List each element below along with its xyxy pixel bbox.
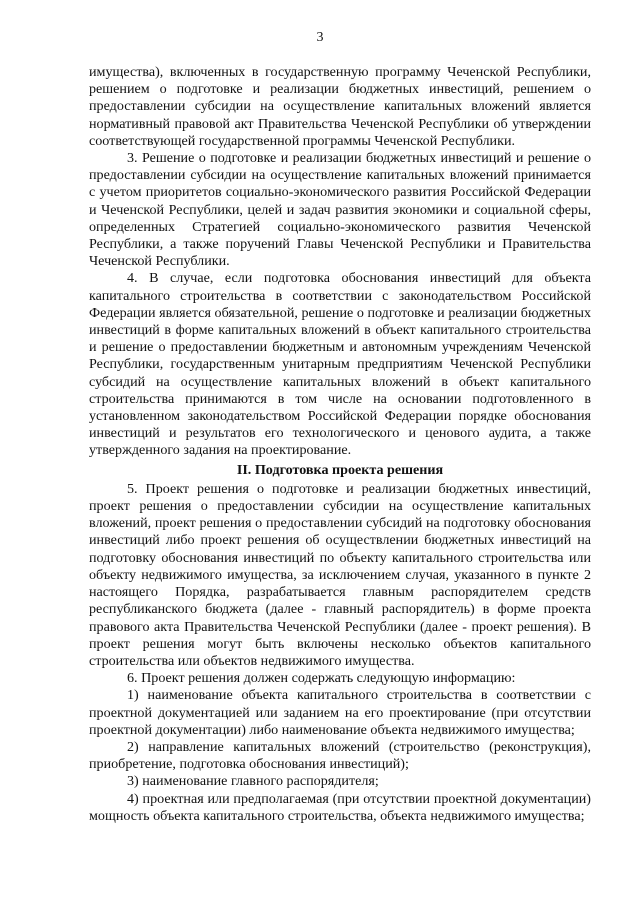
list-item-1: 1) наименование объекта капитального строительства в соответствии с проектной документацией или заданием на его проектирование (при отсутствии проектной документации) либо наименование объекта недвижимого имущества;: [89, 687, 591, 738]
document-body: [89, 64, 591, 825]
paragraph-3: 3. Решение о подготовке и реализации бюджетных инвестиций и решение о предоставлении субсидии на осуществление капитальных вложений принимается с учетом приоритетов социально-экономического развития Российской Федерации и Чеченской Республики, целей и задач развития экономики и социальной сферы, определенных Стратегией социально-экономического развития Чеченской Республики, а также поручений Главы Чеченской Республики и Правительства Чеченской Республики.: [89, 150, 591, 270]
page-number: 3: [316, 30, 324, 45]
paragraph-4: 4. В случае, если подготовка обоснования инвестиций для объекта капитального строительства в соответствии с законодательством Российской Федерации является обязательной, решение о подготовке и реализации бюджетных инвестиций в форме капитальных вложений в объект капитального строительства и решение о предоставлении бюджетным и автономным учреждениям Чеченской Республики, государственным унитарным предприятиям Чеченской Республики субсидий на осуществление капитальных вложений в объект капитального строительства принимаются в том числе на основании подготовленного в установленном законодательством Российской Федерации порядке обоснования инвестиций и результатов его технологического и ценового аудита, а также утвержденного задания на проектирование.: [89, 270, 591, 459]
paragraph-continuation: имущества), включенных в государственную программу Чеченской Республики, решением о подготовке и реализации бюджетных инвестиций, решением о предоставлении субсидии на осуществление капитальных вложений является нормативный правовой акт Правительства Чеченской Республики об утверждении соответствующей государственной программы Чеченской Республики.: [89, 64, 591, 149]
section-heading: II. Подготовка проекта решения: [236, 461, 444, 478]
list-item-2: 2) направление капитальных вложений (строительство (реконструкция), приобретение, подготовка обоснования инвестиций);: [89, 738, 591, 773]
paragraph-6: 6. Проект решения должен содержать следующую информацию:: [127, 670, 516, 687]
list-item-4: 4) проектная или предполагаемая (при отсутствии проектной документации) мощность объекта капитального строительства, объекта недвижимого имущества;: [89, 790, 591, 824]
paragraph-5: 5. Проект решения о подготовке и реализации бюджетных инвестиций, проект решения о предоставлении субсидии на осуществление капитальных вложений, проект решения о предоставлении субсидий на подготовку обоснования инвестиций либо проект решения об осуществлении бюджетных инвестиций на подготовку обоснования инвестиций по объекту капитального строительства или объекту недвижимого имущества, за исключением случая, указанного в пункте 2 настоящего Порядка, разрабатывается главным распорядителем средств республиканского бюджета (далее - главный распорядитель) в форме проекта правового акта Правительства Чеченской Республики (далее - проект решения). В проект решения могут быть включены несколько объектов капитального строительства или объектов недвижимого имущества.: [89, 480, 591, 669]
list-item-3: 3) наименование главного распорядителя;: [127, 773, 379, 790]
